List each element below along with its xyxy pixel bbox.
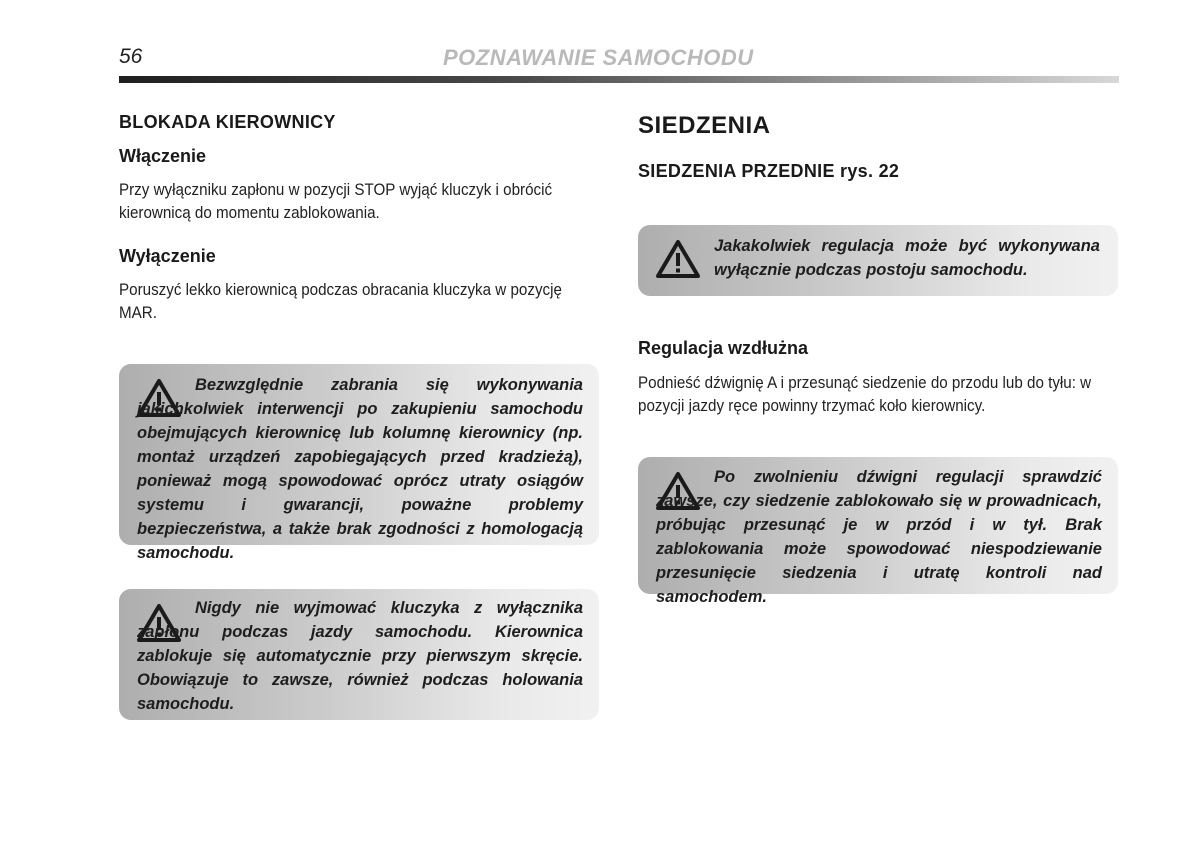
longitudinal-adjustment-heading: Regulacja wzdłużna — [638, 338, 809, 358]
running-title: POZNAWANIE SAMOCHODU — [443, 45, 754, 70]
longitudinal-adjustment-text: Podnieść dźwignię A i przesunąć siedzenie do przodu lub do tyłu: w pozycji jazdy ręce powinny trzymać koło kierownicy. — [638, 374, 1092, 415]
warning-box-adjustment — [638, 225, 1118, 296]
seats-title: SIEDZENIA — [638, 112, 771, 139]
disable-heading: Wyłączenie — [119, 246, 216, 266]
warning-triangle-icon — [656, 239, 700, 279]
front-seats-heading: SIEDZENIA PRZEDNIE rys. 22 — [638, 161, 900, 181]
warning-text: Nigdy nie wyjmować kluczyka z wyłącznika zapłonu podczas jazdy samochodu. Kierownica zablokuje się automatycznie przy pierwszym skręcie. Obowiązuje to zawsze, również podczas holowania samochodu. — [137, 599, 583, 713]
steering-lock-heading: BLOKADA KIEROWNICY — [119, 112, 336, 132]
disable-text: Poruszyć lekko kierownicą podczas obracania kluczyka w pozycję MAR. — [119, 281, 562, 322]
enable-heading: Włączenie — [119, 146, 207, 166]
warning-text: Po zwolnieniu dźwigni regulacji sprawdzić zawsze, czy siedzenie zablokowało się w prowadnicach, próbując przesunąć je w przód i w tył. Brak zablokowania może spowodować niespodziewanie przesunięcie siedzenia i utratę kontroli nad samochodem. — [656, 468, 1102, 606]
warning-box-steering-modification — [119, 364, 599, 562]
warning-box-key-removal — [119, 589, 599, 720]
warning-text: Jakakolwiek regulacja może być wykonywana wyłącznie podczas postoju samochodu. — [714, 237, 1100, 279]
enable-text: Przy wyłączniku zapłonu w pozycji STOP wyjąć kluczyk i obrócić kierownicą do momentu zablokowania. — [119, 181, 553, 222]
header-rule — [119, 76, 1119, 83]
warning-box-lever-release — [638, 457, 1118, 606]
warning-text: Bezwzględnie zabrania się wykonywania jakichkolwiek interwencji po zakupieniu samochodu obejmujących kierownicę lub kolumnę kierownicy (np. montaż urządzeń zapobiegających przed kradzieżą), ponieważ mogą spowodować oprócz utraty osiągów systemu i gwarancji, poważne problemy bezpieczeństwa, a także brak zgodności z homologacją samochodu. — [137, 376, 583, 562]
page-number: 56 — [119, 45, 143, 68]
